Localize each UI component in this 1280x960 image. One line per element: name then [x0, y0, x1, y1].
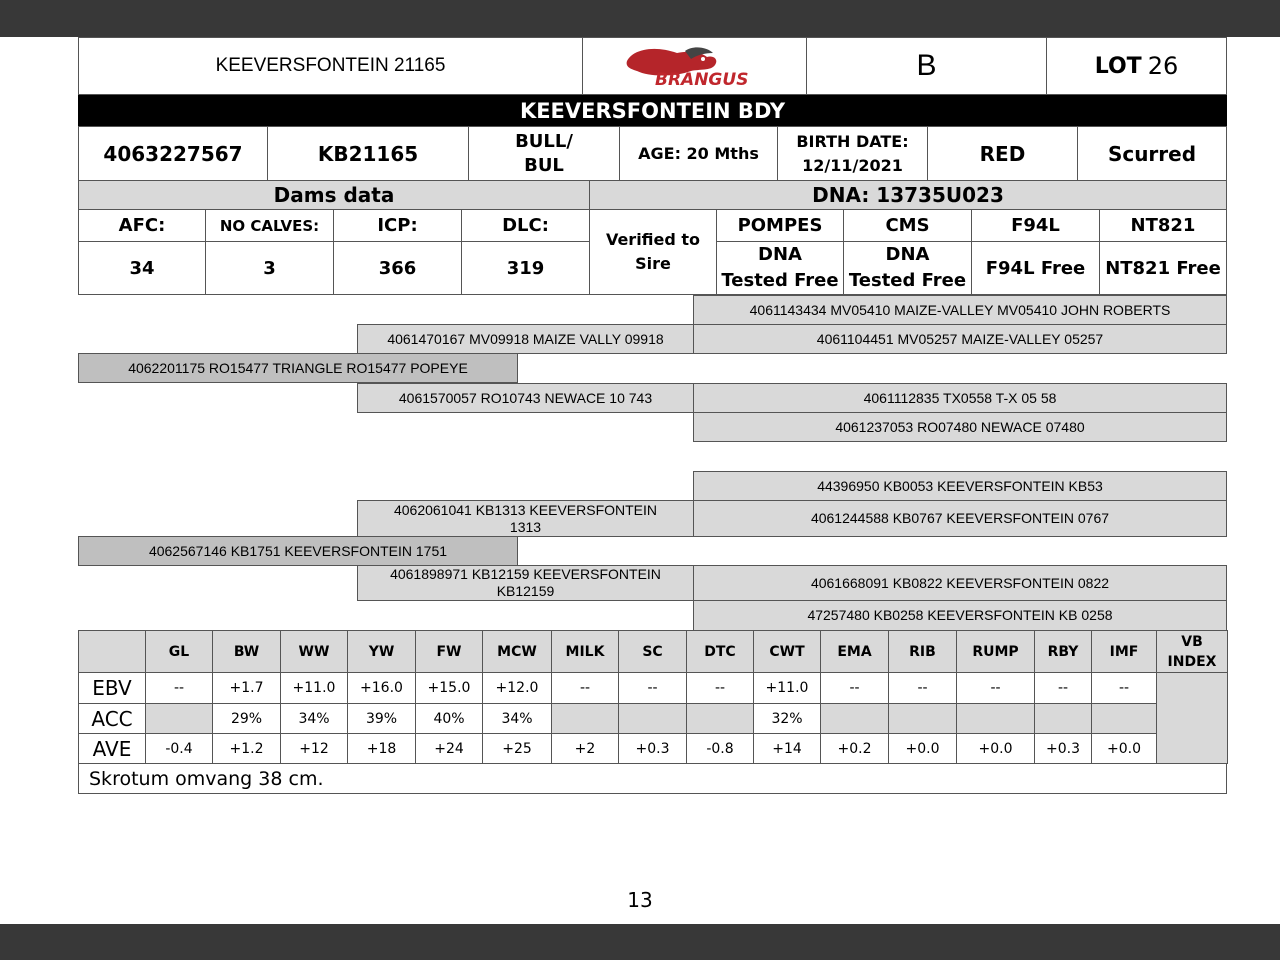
birth-date-cell: [777, 126, 928, 181]
dna-result-pompes: DNA Tested Free: [716, 241, 844, 295]
ebv-header-mcw-text: MCW: [497, 643, 537, 660]
pedigree-ddd: 47257480 KB0258 KEEVERSFONTEIN KB 0258: [693, 600, 1227, 631]
ebv-header-gl: [145, 630, 213, 673]
grade: B: [916, 49, 937, 82]
pedigree-ssd: 4061104451 MV05257 MAIZE-VALLEY 05257: [693, 324, 1227, 354]
ebv-cell-ebv-sc: [618, 672, 687, 704]
ebv-header-rby-text: RBY: [1047, 643, 1079, 660]
ebv-header-gl-text: GL: [168, 643, 190, 660]
ebv-cell-acc-sc: [618, 703, 687, 734]
dna-result-f94l: F94L Free: [971, 241, 1100, 295]
ebv-cell-ebv-gl-text: --: [173, 680, 185, 696]
ebv-cell-ave-rump: [956, 733, 1035, 764]
ebv-header-sc: [618, 630, 687, 673]
ebv-cell-ave-gl-text: -0.4: [165, 740, 193, 757]
ebv-cell-ave-rib: [888, 733, 957, 764]
ebv-cell-ave-milk-text: +2: [574, 740, 596, 757]
dams-header-dlc: DLC:: [461, 209, 590, 242]
ebv-header-rump-text: RUMP: [972, 643, 1019, 660]
sex-cell: [468, 126, 620, 181]
pedigree-sdd: 4061237053 RO07480 NEWACE 07480: [693, 412, 1227, 442]
ebv-row-label-ebv: [78, 672, 146, 704]
ebv-cell-ebv-dtc-text: --: [714, 680, 726, 696]
ebv-cell-acc-yw-text: 39%: [365, 710, 398, 727]
ebv-row-label-acc: [78, 703, 146, 734]
ebv-header-bw-text: BW: [233, 643, 260, 660]
ebv-cell-ave-rib-text: +0.0: [905, 740, 940, 757]
pedigree-dsd: 4061244588 KB0767 KEEVERSFONTEIN 0767: [693, 500, 1227, 537]
ebv-cell-ebv-gl: [145, 672, 213, 704]
ebv-header-cwt: [753, 630, 821, 673]
ebv-cell-ave-ema-text: +0.2: [837, 740, 872, 757]
dna-header-nt821: NT821: [1099, 209, 1227, 242]
ebv-cell-ebv-rib: [888, 672, 957, 704]
ebv-cell-ave-sc-text: +0.3: [635, 740, 670, 757]
dams-data-title: Dams data: [78, 180, 590, 210]
ebv-cell-acc-rib: [888, 703, 957, 734]
ebv-cell-ebv-rby-text: --: [1057, 680, 1069, 696]
ebv-cell-ebv-mcw: [482, 672, 552, 704]
ebv-header-cwt-text: CWT: [769, 643, 805, 660]
dna-header-pompes: POMPES: [716, 209, 844, 242]
ebv-header-milk: [551, 630, 619, 673]
ebv-cell-ebv-ema-text: --: [849, 680, 860, 696]
ebv-cell-ave-mcw: [482, 733, 552, 764]
page-number: 13: [627, 888, 653, 912]
pedigree-dam-sire: 4062061041 KB1313 KEEVERSFONTEIN 1313: [357, 500, 694, 537]
dams-header-no-calves: NO CALVES:: [205, 209, 334, 242]
ebv-cell-ebv-rby: [1034, 672, 1092, 704]
sex-line1: BULL/: [515, 130, 573, 152]
ebv-cell-ave-rby: [1034, 733, 1092, 764]
ebv-cell-ebv-ema: [820, 672, 889, 704]
ebv-header-dtc: [686, 630, 754, 673]
pedigree-dds: 4061668091 KB0822 KEEVERSFONTEIN 0822: [693, 565, 1227, 601]
pedigree-dam: 4062567146 KB1751 KEEVERSFONTEIN 1751: [78, 536, 518, 566]
ebv-cell-ave-milk: [551, 733, 619, 764]
ebv-cell-acc-ww-text: 34%: [298, 710, 330, 727]
pedigree-sire: 4062201175 RO15477 TRIANGLE RO15477 POPEYE: [78, 353, 518, 383]
dna-header-f94l: F94L: [971, 209, 1100, 242]
ebv-cell-ebv-imf-text: --: [1118, 680, 1130, 696]
dna-result-nt821: NT821 Free: [1099, 241, 1227, 295]
ebv-cell-ebv-fw: [415, 672, 483, 704]
pedigree-dam-dam: 4061898971 KB12159 KEEVERSFONTEIN KB12159: [357, 565, 694, 601]
ebv-cell-acc-milk: [551, 703, 619, 734]
ebv-cell-ave-bw: [212, 733, 281, 764]
ebv-header-imf-text: IMF: [1109, 643, 1139, 660]
dna-title: DNA: 13735U023: [589, 180, 1227, 210]
ebv-cell-ave-cwt-text: +14: [772, 740, 802, 757]
birth-label: BIRTH DATE:: [796, 131, 909, 151]
ebv-cell-acc-bw-text: 29%: [230, 710, 263, 727]
ebv-cell-ave-cwt: [753, 733, 821, 764]
ebv-cell-acc-mcw: [482, 703, 552, 734]
vb-index-index_line2: INDEX: [1167, 653, 1217, 670]
herd-code: KB21165: [317, 141, 419, 166]
dna-header-cms: CMS: [843, 209, 972, 242]
ebv-header-corner: [78, 630, 146, 673]
dams-value-afc: 34: [78, 241, 206, 295]
ebv-header-yw: [347, 630, 416, 673]
horn-status-cell: [1077, 126, 1227, 181]
ebv-cell-ebv-milk-text: --: [579, 680, 591, 696]
ebv-cell-ave-sc: [618, 733, 687, 764]
ebv-cell-acc-fw-text: 40%: [433, 710, 465, 727]
ebv-cell-ave-gl: [145, 733, 213, 764]
ebv-header-sc-text: SC: [642, 643, 663, 660]
ebv-cell-acc-cwt: [753, 703, 821, 734]
pedigree-dss: 44396950 KB0053 KEEVERSFONTEIN KB53: [693, 471, 1227, 501]
verified-to-sire: Verified to Sire: [589, 209, 717, 295]
ebv-header-rib: [888, 630, 957, 673]
colour-cell: [927, 126, 1078, 181]
ebv-cell-acc-imf: [1091, 703, 1157, 734]
ebv-header-rump: [956, 630, 1035, 673]
ebv-cell-ebv-cwt: [753, 672, 821, 704]
ebv-cell-ave-imf-text: +0.0: [1107, 740, 1141, 757]
registration-name: KEEVERSFONTEIN 21165: [215, 55, 446, 76]
ebv-cell-ebv-dtc: [686, 672, 754, 704]
ebv-header-rib-text: RIB: [909, 643, 936, 660]
ebv-cell-acc-cwt-text: 32%: [771, 710, 803, 727]
vb-index-index_line1: VB: [1181, 633, 1203, 650]
ebv-cell-ave-bw-text: +1.2: [229, 740, 264, 757]
ebv-vb-index-value: [1156, 672, 1228, 764]
ebv-header-ww-text: WW: [298, 643, 330, 660]
ebv-cell-ave-yw: [347, 733, 416, 764]
age-cell: [619, 126, 778, 181]
ebv-row-label-acc-text: ACC: [91, 706, 133, 731]
ebv-header-milk-text: MILK: [565, 643, 605, 660]
logo-text: BRANGUS: [654, 70, 748, 90]
ebv-cell-acc-bw: [212, 703, 281, 734]
ebv-cell-ebv-yw: [347, 672, 416, 704]
ebv-cell-ave-imf: [1091, 733, 1157, 764]
id-number-cell: [78, 126, 268, 181]
ebv-cell-acc-rby: [1034, 703, 1092, 734]
pedigree-sss: 4061143434 MV05410 MAIZE-VALLEY MV05410 JOHN ROBERTS: [693, 295, 1227, 325]
top-bar: [0, 0, 1280, 37]
pedigree-sire-sire: 4061470167 MV09918 MAIZE VALLY 09918: [357, 324, 694, 354]
ebv-cell-acc-gl: [145, 703, 213, 734]
note-row: [78, 763, 1227, 794]
ebv-cell-ave-dtc: [686, 733, 754, 764]
ebv-header-vb-index: [1156, 630, 1228, 673]
age: AGE: 20 Mths: [638, 144, 759, 163]
ebv-row-label-ave-text: AVE: [92, 736, 132, 761]
ebv-cell-ave-fw-text: +24: [434, 740, 464, 757]
ebv-cell-acc-dtc: [686, 703, 754, 734]
ebv-cell-ebv-bw: [212, 672, 281, 704]
ebv-cell-acc-yw: [347, 703, 416, 734]
brangus-logo: [582, 37, 807, 95]
ebv-cell-ebv-rump: [956, 672, 1035, 704]
bull-logo-icon: [615, 41, 775, 91]
lot-number: 26: [1147, 52, 1179, 80]
dams-header-afc: AFC:: [78, 209, 206, 242]
ebv-cell-acc-mcw-text: 34%: [501, 710, 533, 727]
ebv-cell-ave-ema: [820, 733, 889, 764]
ebv-header-fw-text: FW: [436, 643, 462, 660]
ebv-cell-ebv-imf: [1091, 672, 1157, 704]
colour: RED: [979, 141, 1026, 166]
ebv-header-imf: [1091, 630, 1157, 673]
ebv-cell-ave-fw: [415, 733, 483, 764]
ebv-header-bw: [212, 630, 281, 673]
ebv-cell-acc-rump: [956, 703, 1035, 734]
ebv-cell-acc-ww: [280, 703, 348, 734]
ebv-header-rby: [1034, 630, 1092, 673]
ebv-header-ema: [820, 630, 889, 673]
birth-date: 12/11/2021: [802, 155, 903, 175]
dams-value-icp: 366: [333, 241, 462, 295]
dna-result-cms: DNA Tested Free: [843, 241, 972, 295]
registration-name-cell: [78, 37, 583, 95]
herd-code-cell: [267, 126, 469, 181]
dams-value-no-calves: 3: [205, 241, 334, 295]
ebv-cell-ave-mcw-text: +25: [502, 740, 532, 757]
ebv-cell-ebv-ww-text: +11.0: [292, 680, 336, 696]
grade-cell: [806, 37, 1047, 95]
ebv-cell-ebv-milk: [551, 672, 619, 704]
ebv-cell-ebv-bw-text: +1.7: [229, 680, 264, 696]
ebv-header-mcw: [482, 630, 552, 673]
animal-name-bar: [78, 95, 1227, 126]
pedigree-sds: 4061112835 TX0558 T-X 05 58: [693, 383, 1227, 413]
lot-cell: [1046, 37, 1227, 95]
ebv-row-label-ebv-text: EBV: [92, 676, 132, 700]
ebv-cell-ave-rump-text: +0.0: [978, 740, 1013, 757]
ebv-cell-ebv-ww: [280, 672, 348, 704]
ebv-header-fw: [415, 630, 483, 673]
ebv-cell-ebv-rump-text: --: [990, 680, 1001, 696]
ebv-header-ww: [280, 630, 348, 673]
ebv-cell-ebv-cwt-text: +11.0: [765, 680, 809, 696]
ebv-cell-ebv-rib-text: --: [917, 680, 928, 696]
animal-name: KEEVERSFONTEIN BDY: [519, 98, 786, 123]
ebv-cell-ave-ww: [280, 733, 348, 764]
lot-label: LOT: [1094, 53, 1142, 79]
bottom-bar: [0, 924, 1280, 960]
ebv-cell-acc-fw: [415, 703, 483, 734]
ebv-cell-ave-ww-text: +12: [299, 740, 329, 757]
ebv-row-label-ave: [78, 733, 146, 764]
horn-status: Scurred: [1107, 141, 1197, 166]
ebv-cell-acc-ema: [820, 703, 889, 734]
ebv-header-yw-text: YW: [368, 643, 395, 660]
ebv-cell-ebv-fw-text: +15.0: [427, 680, 471, 696]
ebv-cell-ebv-mcw-text: +12.0: [495, 680, 539, 696]
note-text: Skrotum omvang 38 cm.: [89, 767, 324, 790]
ebv-header-dtc-text: DTC: [704, 643, 736, 660]
id-number: 4063227567: [103, 141, 243, 166]
ebv-cell-ave-rby-text: +0.3: [1046, 740, 1080, 757]
ebv-cell-ave-yw-text: +18: [366, 740, 397, 757]
ebv-header-ema-text: EMA: [837, 643, 872, 660]
ebv-cell-ave-dtc-text: -0.8: [706, 740, 734, 757]
sex-line2: BUL: [524, 154, 564, 176]
ebv-cell-ebv-sc-text: --: [647, 680, 658, 696]
dams-header-icp: ICP:: [333, 209, 462, 242]
dams-value-dlc: 319: [461, 241, 590, 295]
pedigree-sire-dam: 4061570057 RO10743 NEWACE 10 743: [357, 383, 694, 413]
ebv-cell-ebv-yw-text: +16.0: [360, 680, 403, 696]
